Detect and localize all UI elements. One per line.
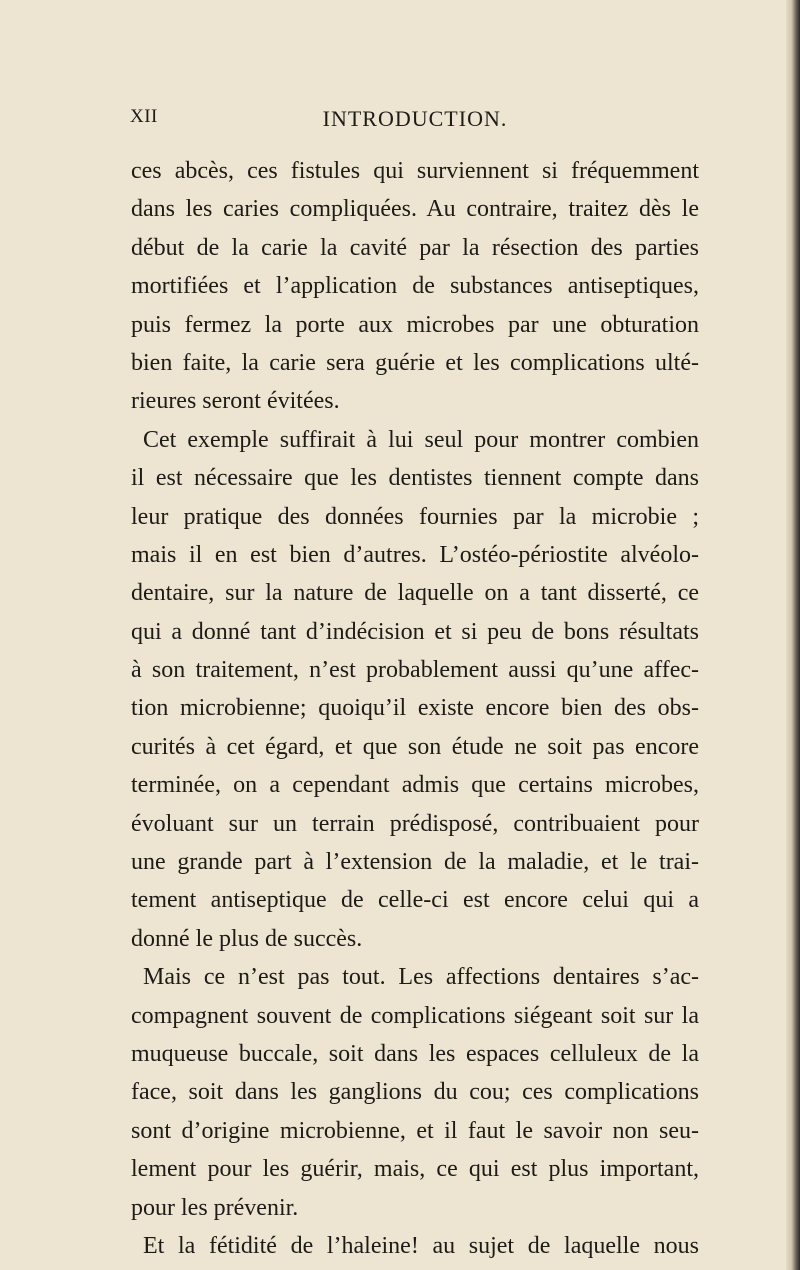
text-line: curités à cet égard, et que son étude ne soit pas encore xyxy=(131,733,699,760)
text-line: mais il en est bien d’autres. L’ostéo-périostite alvéolo- xyxy=(131,541,699,568)
text-line: puis fermez la porte aux microbes par une obturation xyxy=(131,311,699,338)
text-line: rieures seront évitées. xyxy=(131,388,340,415)
text-line: tion microbienne; quoiqu’il existe encore bien des obs- xyxy=(131,695,699,722)
text-line: tement antiseptique de celle-ci est encore celui qui a xyxy=(131,887,699,914)
text-line: Cet exemple suffirait à lui seul pour montrer combien xyxy=(143,426,699,453)
text-line: Mais ce n’est pas tout. Les affections dentaires s’ac- xyxy=(143,964,699,991)
text-line: évoluant sur un terrain prédisposé, contribuaient pour xyxy=(131,810,699,837)
text-line: à son traitement, n’est probablement aussi qu’une affec- xyxy=(131,657,699,684)
text-line: il est nécessaire que les dentistes tiennent compte dans xyxy=(131,465,699,492)
text-line: dentaire, sur la nature de laquelle on a tant disserté, ce xyxy=(131,580,699,607)
text-line: leur pratique des données fournies par la microbie ; xyxy=(131,503,699,530)
page-number: XII xyxy=(130,106,158,127)
text-line: donné le plus de succès. xyxy=(131,925,363,952)
text-line: une grande part à l’extension de la maladie, et le trai- xyxy=(131,849,699,876)
text-line: sont d’origine microbienne, et il faut le savoir non seu- xyxy=(131,1117,699,1144)
text-line: bien faite, la carie sera guérie et les complications ulté- xyxy=(131,349,699,376)
running-head xyxy=(130,106,700,136)
text-line: terminée, on a cependant admis que certains microbes, xyxy=(131,772,699,799)
text-line: début de la carie la cavité par la résection des parties xyxy=(131,234,699,261)
text-line: mortifiées et l’application de substances antiseptiques, xyxy=(131,273,699,300)
text-line: dans les caries compliquées. Au contraire, traitez dès le xyxy=(131,196,699,223)
text-line: compagnent souvent de complications siégeant soit sur la xyxy=(131,1002,699,1029)
page-edge-shadow xyxy=(786,0,800,1270)
text-line: Et la fétidité de l’haleine! au sujet de laquelle nous xyxy=(143,1232,699,1259)
text-line: pour les prévenir. xyxy=(131,1194,299,1221)
text-line: lement pour les guérir, mais, ce qui est plus important, xyxy=(131,1156,699,1183)
text-line: muqueuse buccale, soit dans les espaces celluleux de la xyxy=(131,1040,699,1067)
body-text xyxy=(131,152,699,1265)
running-title: INTRODUCTION. xyxy=(322,106,508,131)
text-line: ces abcès, ces fistules qui surviennent si fréquemment xyxy=(131,158,699,184)
text-line: qui a donné tant d’indécision et si peu de bons résultats xyxy=(131,618,699,645)
text-line: face, soit dans les ganglions du cou; ces complications xyxy=(131,1079,699,1106)
